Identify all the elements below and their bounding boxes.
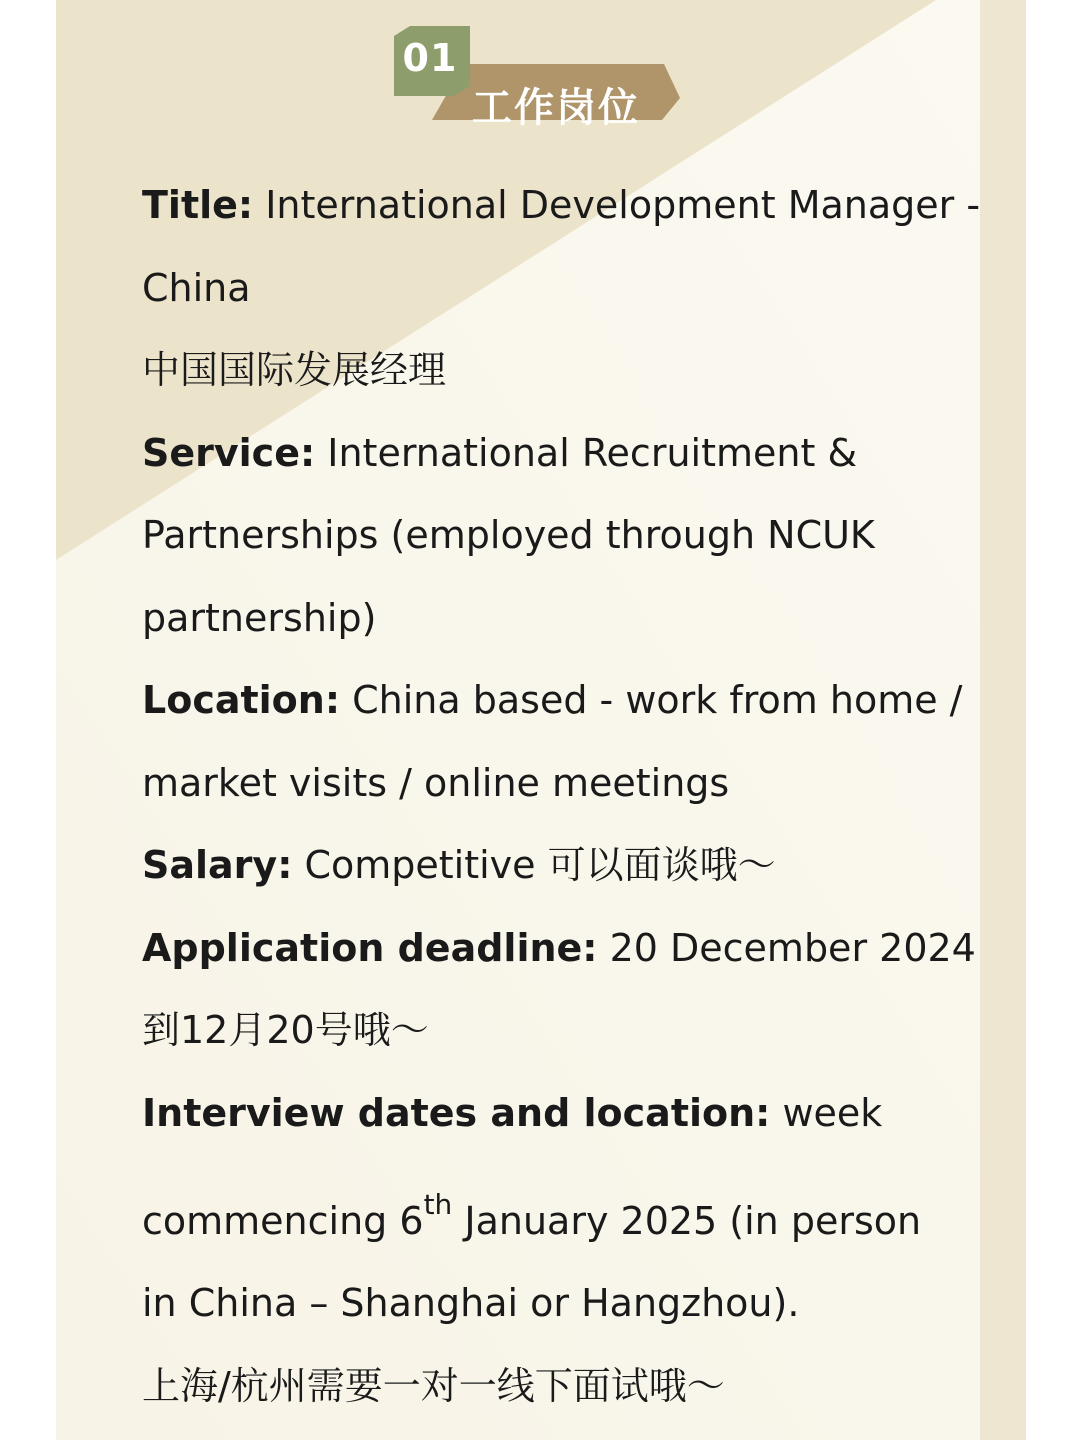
location-value: China based - work from home / bbox=[340, 678, 963, 722]
salary-label: Salary: bbox=[142, 843, 293, 887]
interview-value: week bbox=[770, 1090, 883, 1135]
title-label: Title: bbox=[142, 183, 254, 227]
ordinal-suffix: th bbox=[423, 1188, 453, 1222]
location-label: Location: bbox=[142, 678, 341, 722]
service-line-2: Partnerships (employed through NCUK bbox=[142, 513, 875, 557]
title-line bbox=[142, 164, 981, 247]
service-line bbox=[142, 412, 972, 495]
interview-label: Interview dates and location: bbox=[142, 1090, 771, 1135]
interview-value-2a: commencing 6 bbox=[142, 1199, 424, 1243]
interview-chinese: 上海/杭州需要一对一线下面试哦～ bbox=[142, 1363, 725, 1408]
deadline-value: 20 December 2024 bbox=[597, 925, 976, 970]
location-line bbox=[142, 659, 972, 742]
interview-line bbox=[142, 1072, 972, 1155]
service-value: International Recruitment & bbox=[315, 430, 858, 475]
title-line-2: China bbox=[142, 265, 251, 310]
deadline-line bbox=[142, 907, 976, 990]
title-value: International Development Manager - bbox=[253, 183, 981, 227]
title-chinese: 中国国际发展经理 bbox=[142, 348, 447, 392]
interview-line-3: in China – Shanghai or Hangzhou). bbox=[142, 1281, 800, 1325]
job-details bbox=[142, 164, 981, 1427]
salary-line bbox=[142, 824, 972, 907]
deadline-label: Application deadline: bbox=[142, 925, 598, 970]
section-title: 工作岗位 bbox=[472, 85, 640, 131]
interview-value-2b: January 2025 (in person bbox=[452, 1199, 922, 1243]
service-label: Service: bbox=[142, 430, 316, 475]
service-line-3: partnership) bbox=[142, 595, 377, 640]
deadline-chinese: 到12月20号哦～ bbox=[142, 1008, 429, 1052]
salary-value: Competitive 可以面谈哦～ bbox=[292, 843, 776, 887]
location-line-2: market visits / online meetings bbox=[142, 760, 730, 805]
interview-line-2 bbox=[142, 1154, 972, 1262]
section-number: 01 bbox=[402, 36, 458, 80]
section-header-badge bbox=[392, 24, 684, 131]
